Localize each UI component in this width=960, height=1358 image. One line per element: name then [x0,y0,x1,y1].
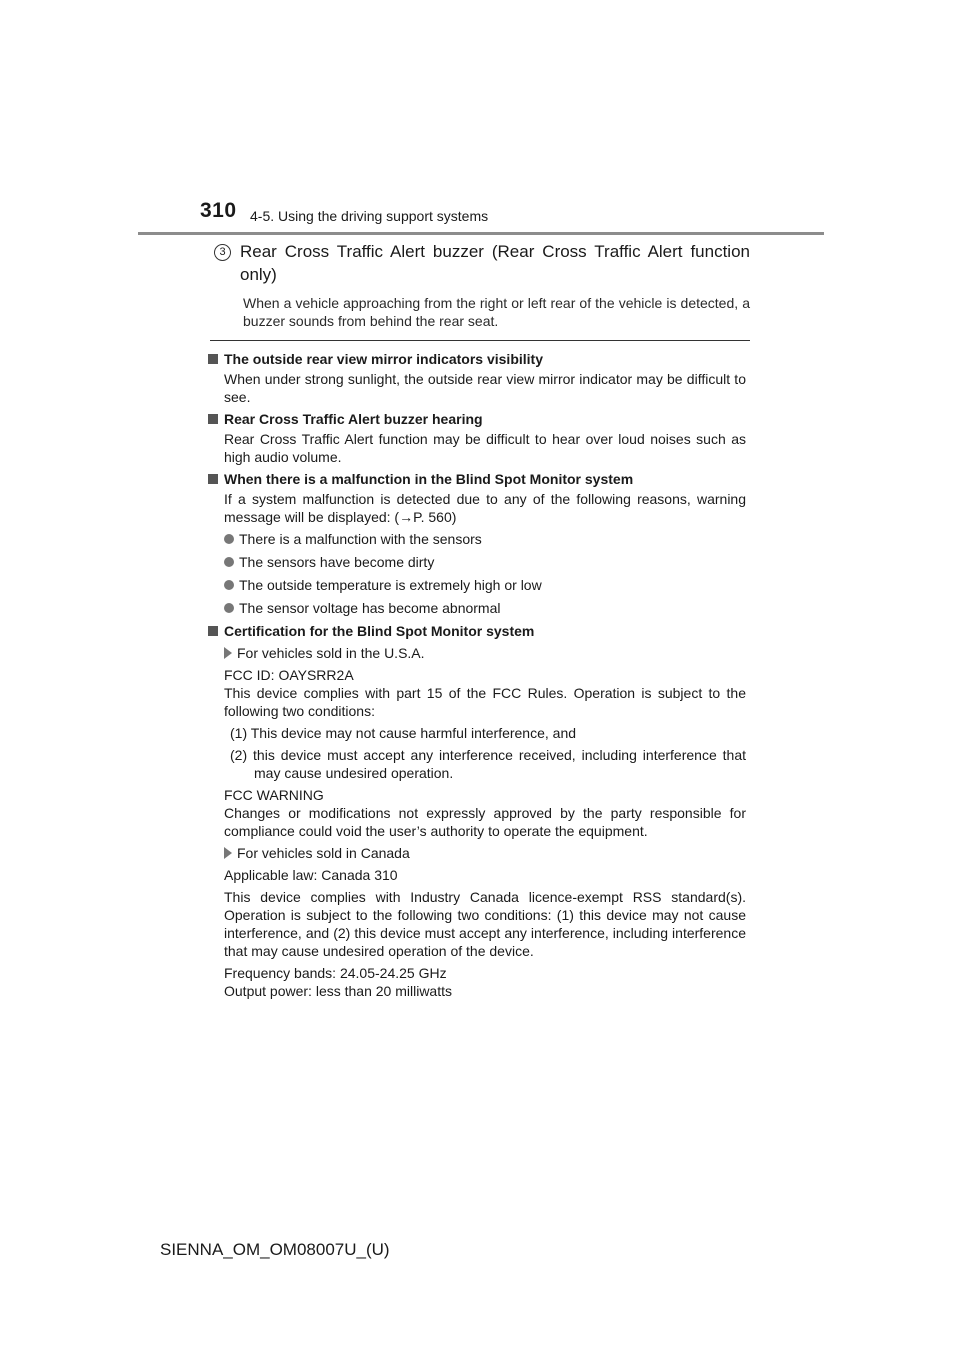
section-text: Rear Cross Traffic Alert function may be difficult to hear over loud noises such as high audio volume. [224,431,746,465]
document-id: SIENNA_OM_OM08007U_(U) [160,1240,390,1259]
section-text: When under strong sunlight, the outside rear view mirror indicator may be difficult to see. [224,371,746,405]
section-heading: Rear Cross Traffic Alert buzzer hearing [208,410,746,428]
square-bullet-icon [208,474,218,484]
fcc-warning-title: FCC WARNING [224,787,324,803]
fcc-text: This device complies with part 15 of the FCC Rules. Operation is subject to the following two conditions: [224,685,746,719]
circled-number-icon: 3 [214,244,231,261]
square-bullet-icon [208,626,218,636]
subheading-canada: For vehicles sold in Canada [224,844,746,862]
fcc-warning-text: Changes or modifications not expressly approved by the party responsible for compliance could void the user’s authority to operate the equipment. [224,805,746,839]
list-item: The sensor voltage has become abnormal [224,599,746,617]
bullet-icon [224,557,234,567]
section-text: If a system malfunction is detected due to any of the following reasons, warning message will be displayed: (→P. 560) [224,491,746,525]
section-divider [210,340,750,341]
bullet-icon [224,534,234,544]
notes-content [208,346,746,1004]
triangle-arrow-icon [224,647,232,659]
bullet-icon [224,580,234,590]
header-divider [138,232,824,235]
output-power: Output power: less than 20 milliwatts [224,983,452,999]
condition-1: (1) This device may not cause harmful interference, and [230,725,577,741]
callout-heading: Rear Cross Traffic Alert buzzer (Rear Cross Traffic Alert function only) [240,242,750,284]
square-bullet-icon [208,354,218,364]
square-bullet-icon [208,414,218,424]
subheading-usa: For vehicles sold in the U.S.A. [224,644,746,662]
canada-text: This device complies with Industry Canada licence-exempt RSS standard(s). Operation is subject to the following two conditions: (1) this device may not cause interference, and (2) this device must accept any interference, including interference that may cause undesired operation of the device. [224,889,746,959]
section-heading: The outside rear view mirror indicators visibility [208,350,746,368]
triangle-arrow-icon [224,847,232,859]
callout-body: When a vehicle approaching from the right or left rear of the vehicle is detected, a buzzer sounds from behind the rear seat. [243,295,750,329]
section-heading: When there is a malfunction in the Blind Spot Monitor system [208,470,746,488]
section-title: 4-5. Using the driving support systems [250,208,489,224]
condition-2: (2) this device must accept any interference received, including interference that may cause undesired operation. [230,747,746,781]
list-item: The sensors have become dirty [224,553,746,571]
callout-item [210,240,750,330]
frequency-bands: Frequency bands: 24.05-24.25 GHz [224,965,447,981]
section-heading: Certification for the Blind Spot Monitor system [208,622,746,640]
page-number: 310 [200,199,237,222]
bullet-icon [224,603,234,613]
applicable-law: Applicable law: Canada 310 [224,867,398,883]
list-item: The outside temperature is extremely high or low [224,576,746,594]
list-item: There is a malfunction with the sensors [224,530,746,548]
fcc-id: FCC ID: OAYSRR2A [224,667,354,683]
